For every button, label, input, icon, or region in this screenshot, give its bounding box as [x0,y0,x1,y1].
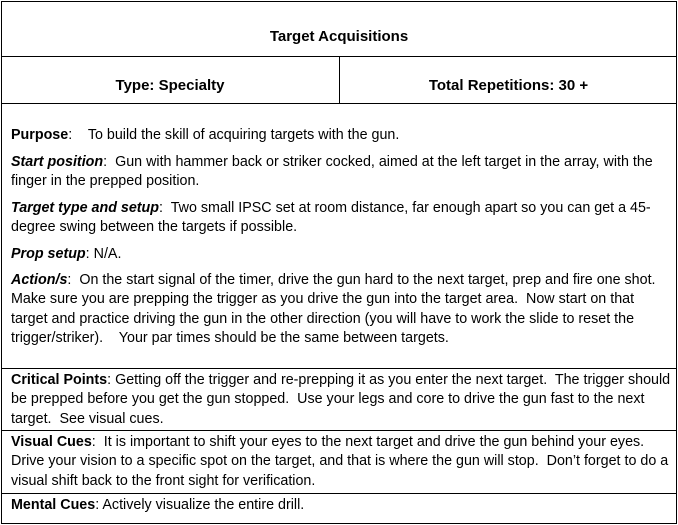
critical-points-label: Critical Points [11,372,108,388]
critical-points-section: Critical Points: Getting off the trigger and re-prepping it as you enter the next target. The trigger should be prepped before you get the gun stopped. Use your legs and core to drive the gun fast to the next target. See visual cues. [11,372,675,427]
start-position-section: Start position: Gun with hammer back or striker cocked, aimed at the left target in the array, with the finger in the prepped position. [11,154,657,190]
actions-section: Action/s: On the start signal of the timer, drive the gun hard to the next target, prep and fire one shot. Make sure you are prepping the trigger as you drive the gun into the target area. Now start on that target and practice driving the gun in the other direction (you will have to work the slide to reset the trigger/striker). Your par times should be the same between targets. [11,272,664,346]
prop-setup-label: Prop setup [11,246,86,262]
divider-mental [1,493,677,494]
mental-cues-text: Actively visualize the entire drill. [99,497,305,513]
actions-text: On the start signal of the timer, drive the gun hard to the next target, prep and fire one shot. Make sure you are prepping the trigger as you drive the gun into the target area. Now start on that target and practice driving the gun in the other direction (you will have to work the slide to reset the trigger/striker). Your par times should be the same between targets. [11,272,664,346]
prop-setup-text: N/A. [89,246,122,262]
target-setup-section: Target type and setup: Two small IPSC set at room distance, far enough apart so you can get a 45-degree swing between the targets if possible. [11,200,651,236]
divider-header [1,103,677,104]
divider-visual [1,430,677,431]
mental-cues-label: Mental Cues [11,497,96,513]
total-repetitions: Total Repetitions: 30 + [428,77,589,94]
divider-critical [1,368,677,369]
prop-setup-section: Prop setup: N/A. [11,246,122,262]
actions-label: Action/s [11,272,68,288]
purpose-label: Purpose [11,127,69,143]
purpose-section: Purpose: To build the skill of acquiring targets with the gun. [11,127,400,143]
purpose-text: To build the skill of acquiring targets with the gun. [72,127,400,143]
mental-cues-section: Mental Cues: Actively visualize the entire drill. [11,497,305,513]
visual-cues-text: It is important to shift your eyes to the next target and drive the gun behind your eyes. Drive your vision to a specific spot on the target, and that is where the gun will stop. Don’t forget to do a visual shift back to the front sight for verification. [11,434,673,489]
target-setup-text: Two small IPSC set at room distance, far enough apart so you can get a 45-degree swing between the targets if possible. [11,200,651,236]
visual-cues-section: Visual Cues: It is important to shift your eyes to the next target and drive the gun behind your eyes. Drive your vision to a specific spot on the target, and that is where the gun will stop. Don’t forget to do a visual shift back to the front sight for verification. [11,434,673,489]
start-position-text: Gun with hammer back or striker cocked, aimed at the left target in the array, with the finger in the prepped position. [11,154,657,190]
critical-points-text: Getting off the trigger and re-prepping it as you enter the next target. The trigger should be prepped before you get the gun stopped. Use your legs and core to drive the gun fast to the next target. See visual cues. [11,372,675,427]
drill-title: Target Acquisitions [269,28,409,45]
drill-type: Type: Specialty [115,77,225,94]
target-setup-label: Target type and setup [11,200,160,216]
visual-cues-label: Visual Cues [11,434,92,450]
start-position-label: Start position [11,154,104,170]
